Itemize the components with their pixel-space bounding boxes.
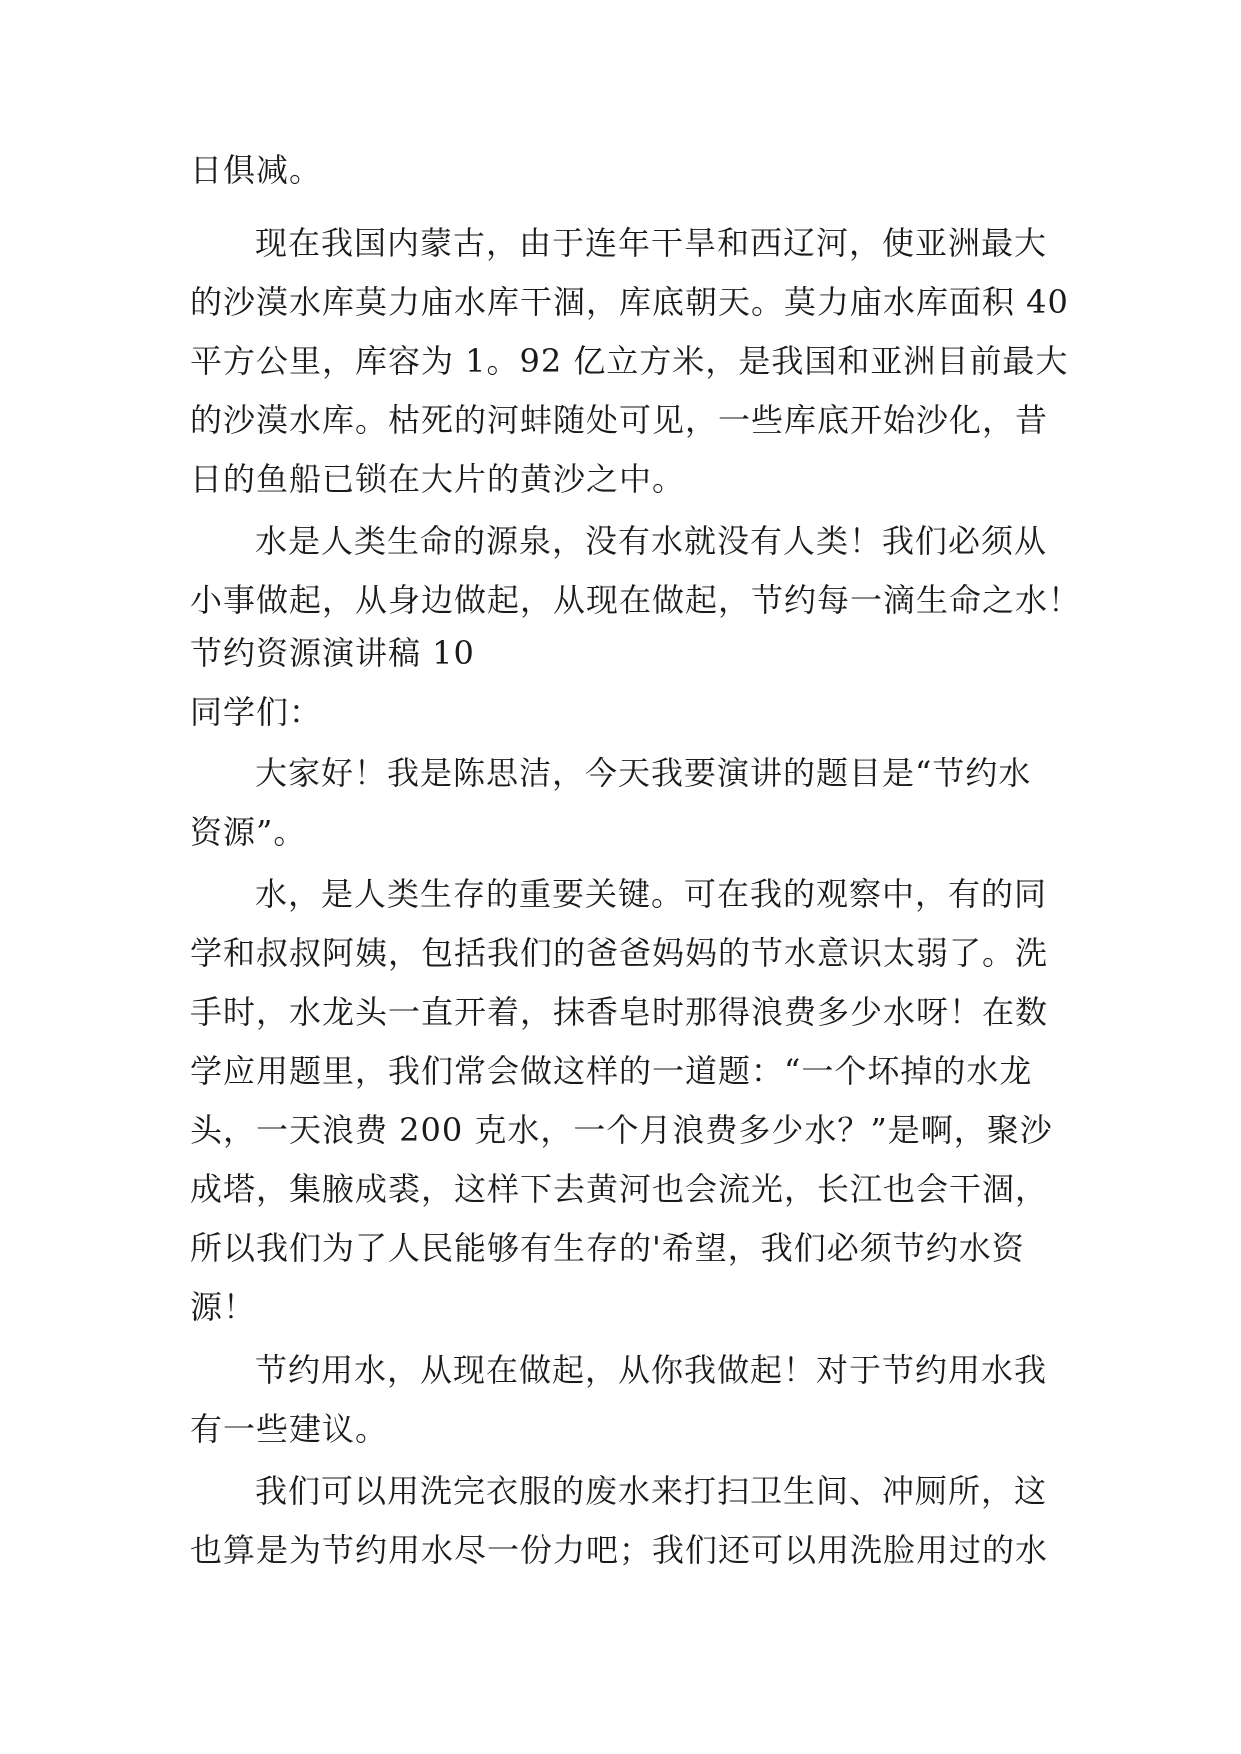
- text-line: 有一些建议。: [190, 1410, 389, 1448]
- text-line: 的沙漠水库。枯死的河蚌随处可见，一些库底开始沙化，昔: [190, 401, 1049, 439]
- text-line: 所以我们为了人民能够有生存的'希望，我们必须节约水资: [190, 1229, 1025, 1267]
- text-line: 也算是为节约用水尽一份力吧；我们还可以用洗脸用过的水: [190, 1531, 1049, 1569]
- text-line: 学和叔叔阿姨，包括我们的爸爸妈妈的节水意识太弱了。洗: [190, 934, 1049, 972]
- text-line: 日俱减。: [190, 151, 323, 189]
- text-line: 日的鱼船已锁在大片的黄沙之中。: [190, 460, 686, 498]
- text-line: 手时，水龙头一直开着，抹香皂时那得浪费多少水呀！在数: [190, 993, 1049, 1031]
- text-line: 平方公里，库容为 1。92 亿立方米，是我国和亚洲目前最大: [190, 342, 1069, 380]
- text-line: 小事做起，从身边做起，从现在做起，节约每一滴生命之水！: [190, 581, 1082, 619]
- text-line: 学应用题里，我们常会做这样的一道题：“一个坏掉的水龙: [190, 1052, 1033, 1090]
- text-line: 我们可以用洗完衣服的废水来打扫卫生间、冲厕所，这: [255, 1472, 1048, 1510]
- text-line: 成塔，集腋成裘，这样下去黄河也会流光，长江也会干涸，: [190, 1170, 1049, 1208]
- text-line: 节约用水，从现在做起，从你我做起！对于节约用水我: [255, 1351, 1048, 1389]
- text-line: 源！: [190, 1288, 257, 1326]
- text-line: 头，一天浪费 200 克水，一个月浪费多少水？”是啊，聚沙: [190, 1111, 1053, 1149]
- text-line: 的沙漠水库莫力庙水库干涸，库底朝天。莫力庙水库面积 40: [190, 283, 1069, 321]
- salutation: 同学们：: [190, 693, 323, 731]
- text-line: 资源”。: [190, 813, 307, 851]
- text-line: 水，是人类生存的重要关键。可在我的观察中，有的同: [255, 875, 1048, 913]
- section-heading: 节约资源演讲稿 10: [190, 634, 475, 672]
- text-line: 大家好！我是陈思洁，今天我要演讲的题目是“节约水: [255, 754, 1032, 792]
- text-line: 现在我国内蒙古，由于连年干旱和西辽河，使亚洲最大: [255, 224, 1048, 262]
- text-line: 水是人类生命的源泉，没有水就没有人类！我们必须从: [255, 522, 1048, 560]
